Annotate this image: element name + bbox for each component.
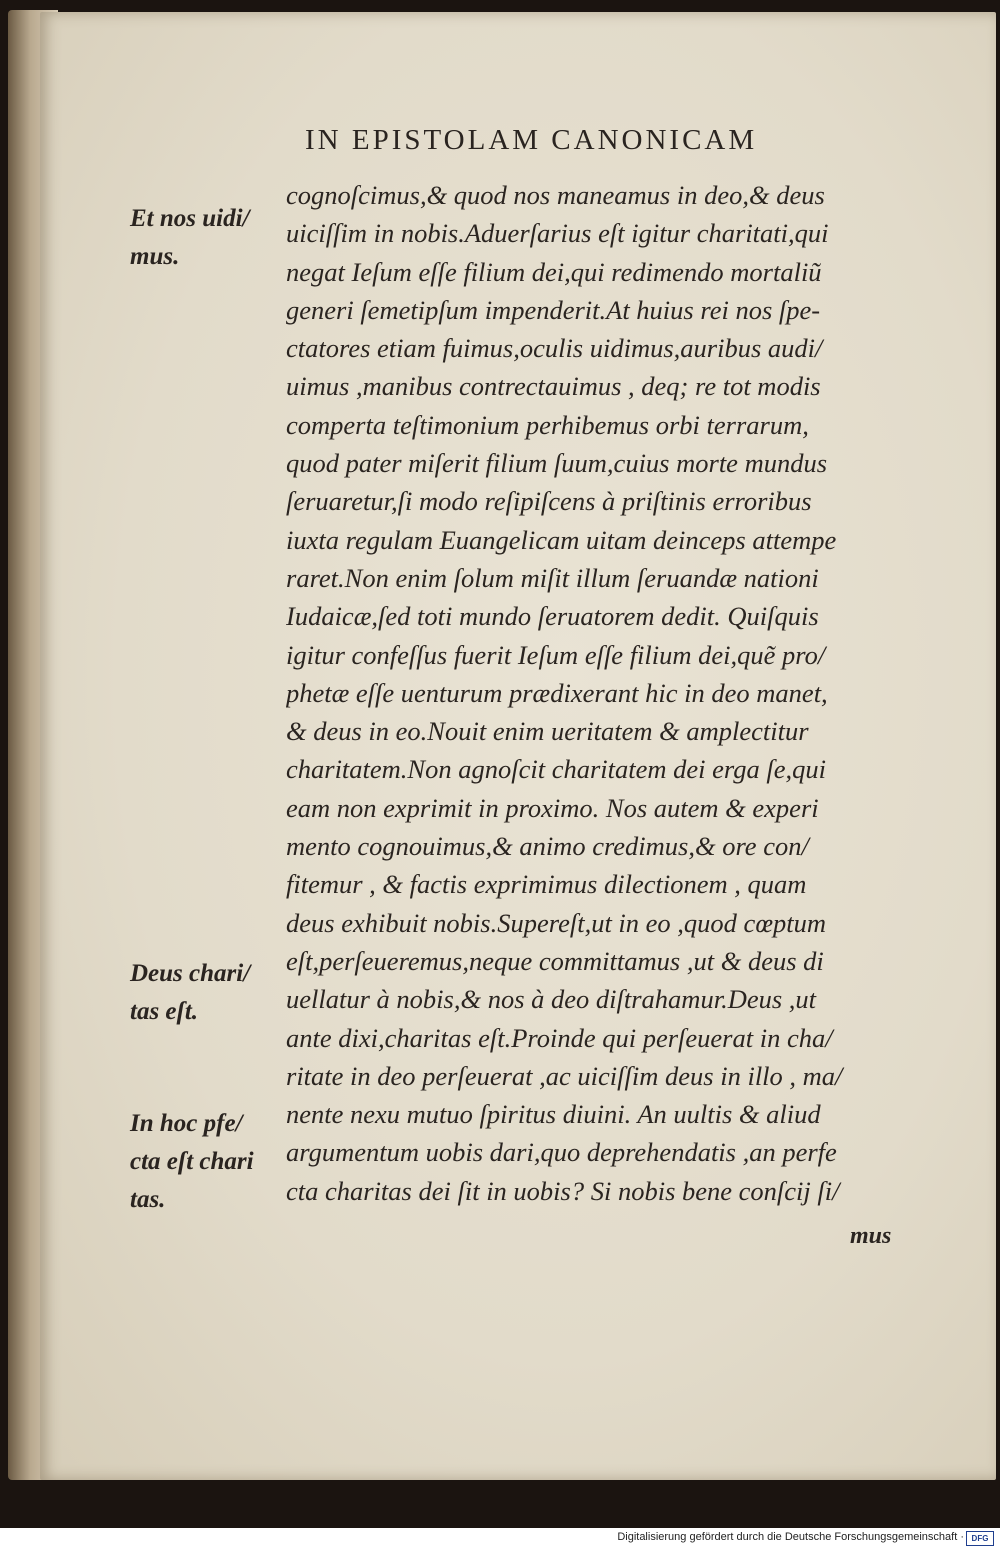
text-line: quod pater miſerit filium ſuum,cuius morte mundus (286, 448, 828, 479)
marginal-note (130, 955, 280, 1031)
text-line: negat Ieſum eſſe filium dei,qui redimendo mortaliũ (286, 256, 822, 287)
text-line: comperta teſtimonium perhibemus orbi terrarum, (286, 409, 809, 440)
marginal-note-line: In hoc pfe/ (130, 1110, 243, 1137)
funding-credit: Digitalisierung gefördert durch die Deutsche Forschungsgemeinschaft · (617, 1531, 964, 1543)
text-line: ſeruaretur,ſi modo reſipiſcens à priſtinis erroribus (286, 486, 812, 517)
catchword: mus (850, 1223, 892, 1249)
marginal-note-line: tas. (130, 1186, 166, 1213)
marginal-note-line: cta eſt chari (130, 1148, 254, 1175)
text-line: & deus in eo.Nouit enim ueritatem & amplectitur (286, 716, 809, 747)
text-line: eam non exprimit in proximo. Nos autem & experi (286, 792, 819, 823)
text-line: nente nexu mutuo ſpiritus diuini. An uultis & aliud (286, 1099, 821, 1130)
text-line: generi ſemetipſum impenderit.At huius rei nos ſpe- (286, 294, 821, 325)
marginal-note (130, 200, 280, 276)
text-line: mento cognouimus,& animo credimus,& ore con/ (286, 831, 809, 862)
dfg-logo-icon: DFG (966, 1531, 994, 1546)
marginal-note (130, 1105, 280, 1219)
text-line: cognoſcimus,& quod nos maneamus in deo,& deus (286, 180, 825, 210)
text-line: fitemur , & factis exprimimus dilectionem , quam (286, 869, 807, 900)
text-line: uellatur à nobis,& nos à deo diſtrahamur.Deus ,ut (286, 984, 817, 1015)
marginal-note-line: Et nos uidi/ (130, 205, 250, 232)
text-line: uimus ,manibus contrectauimus , deq; re tot modis (286, 371, 821, 402)
text-line: ritate in deo perſeuerat ,ac uiciſſim deus in illo , ma/ (286, 1060, 843, 1091)
text-line: uiciſſim in nobis.Aduerſarius eſt igitur charitati,qui (286, 218, 829, 249)
main-text-block (286, 176, 926, 1210)
text-line: ctatores etiam fuimus,oculis uidimus,auribus audi/ (286, 333, 823, 364)
text-line: iuxta regulam Euangelicam uitam deinceps attempe (286, 524, 837, 555)
text-line: eſt,perſeueremus,neque committamus ,ut & deus di (286, 945, 824, 976)
text-line: argumentum uobis dari,quo deprehendatis ,an perfe (286, 1137, 837, 1168)
text-line: raret.Non enim ſolum miſit illum ſeruandæ nationi (286, 562, 819, 593)
text-line: deus exhibuit nobis.Supereſt,ut in eo ,quod cœptum (286, 907, 826, 938)
text-line: phetæ eſſe uenturum prædixerant hic in deo manet, (286, 677, 828, 708)
text-line: Iudaicæ,ſed toti mundo ſeruatorem dedit. Quiſquis (286, 601, 819, 632)
text-line: charitatem.Non agnoſcit charitatem dei erga ſe,qui (286, 754, 826, 785)
running-title: IN EPISTOLAM CANONICAM (305, 124, 758, 156)
text-line: ante dixi,charitas eſt.Proinde qui perſeuerat in cha/ (286, 1022, 833, 1053)
marginal-note-line: tas eſt. (130, 998, 199, 1025)
marginal-note-line: mus. (130, 243, 180, 270)
text-line: cta charitas dei ſit in uobis? Si nobis bene conſcij ſi/ (286, 1175, 840, 1206)
text-line: igitur confeſſus fuerit Ieſum eſſe filium dei,quẽ pro/ (286, 639, 826, 670)
marginal-note-line: Deus chari/ (130, 960, 251, 987)
